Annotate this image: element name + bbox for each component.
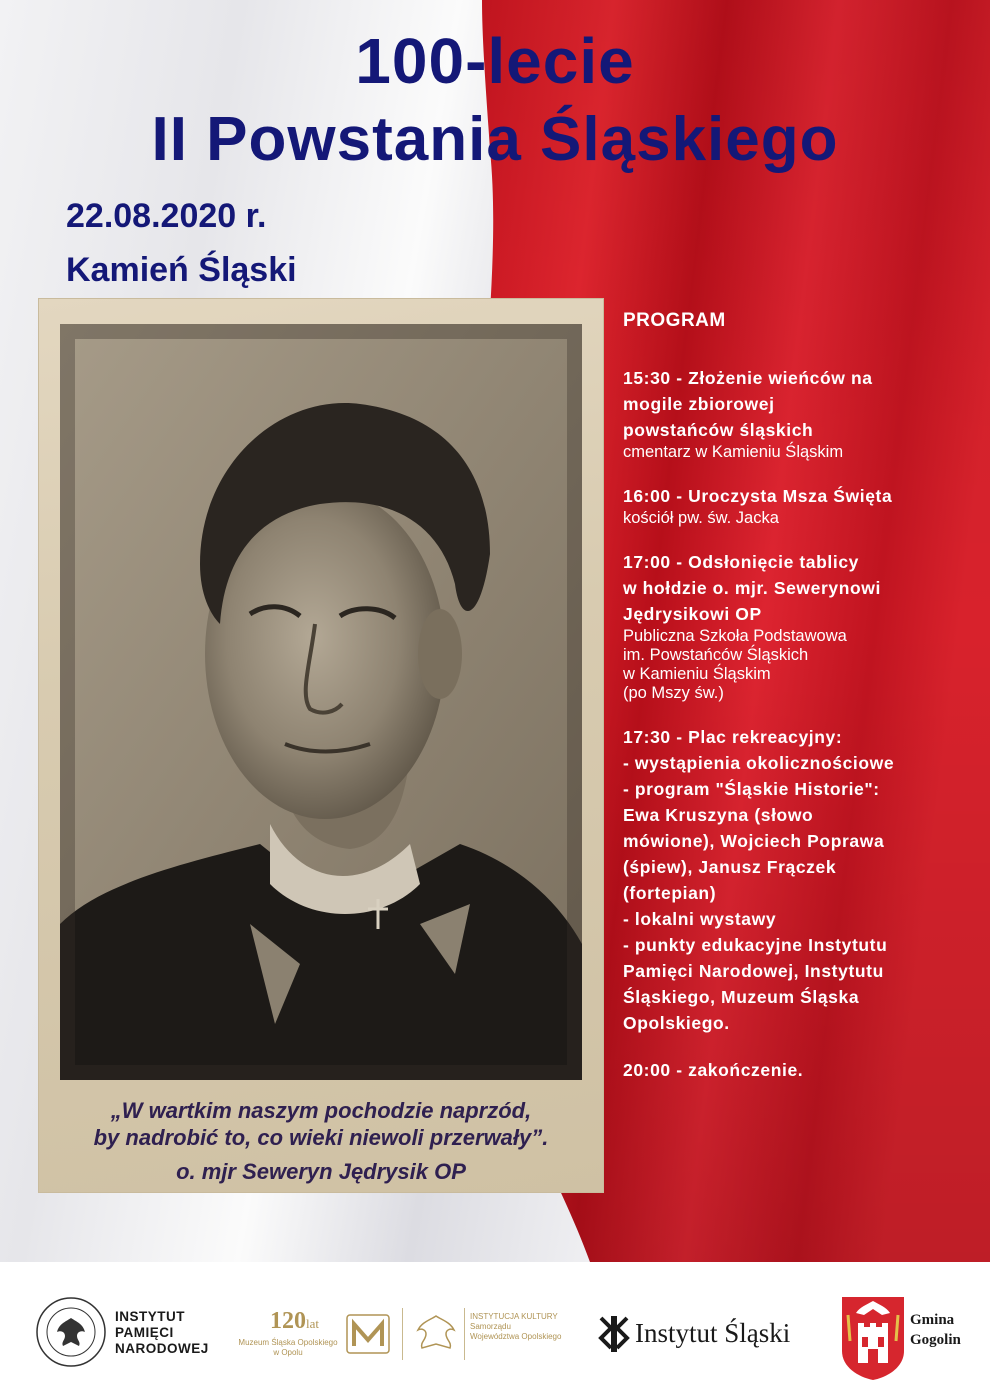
program-item-title-line: - punkty edukacyjne Instytutu — [623, 935, 888, 955]
program-item — [623, 724, 978, 1036]
event-title-line1: 100-lecie — [355, 25, 635, 97]
program-item-title-line: - lokalni wystawy — [623, 909, 777, 929]
program-item-title-line: w hołdzie o. mjr. Sewerynowi — [623, 578, 881, 598]
gogolin-coat-of-arms-icon — [840, 1295, 906, 1381]
eagle-crest-icon — [412, 1310, 460, 1358]
program-item-title-line: - program "Śląskie Historie": — [623, 779, 880, 799]
program-heading: PROGRAM — [623, 310, 726, 331]
program-item-title-line: Opolskiego. — [623, 1013, 730, 1033]
ipn-text: INSTYTUT PAMIĘCI NARODOWEJ — [115, 1309, 209, 1356]
program-item-title-line: - wystąpienia okolicznościowe — [623, 753, 895, 773]
event-title-line2: II Powstania Śląskiego — [151, 105, 839, 174]
program-item-title-line: Śląskiego, Muzeum Śląska — [623, 987, 860, 1007]
program-item-title-line: 17:00 - Odsłonięcie tablicy — [623, 552, 860, 572]
program-item — [623, 549, 978, 703]
program-item-detail-line: (po Mszy św.) — [623, 684, 724, 702]
portrait-photo — [60, 324, 582, 1080]
muzeum-m-icon — [346, 1314, 390, 1354]
quote-line2: by nadrobić to, co wieki niewoli przerwały”. — [93, 1125, 549, 1150]
program-item-detail-line: cmentarz w Kamieniu Śląskim — [623, 443, 844, 461]
event-date: 22.08.2020 r. — [66, 197, 267, 235]
quote-author: o. mjr Seweryn Jędrysik OP — [176, 1159, 466, 1184]
event-place: Kamień Śląski — [66, 251, 297, 289]
kultura-text: INSTYTUCJA KULTURY Samorządu Województwa Opolskiego — [470, 1312, 562, 1341]
muzeum-logo — [228, 1308, 398, 1364]
program-item-title-line: powstańców śląskich — [623, 420, 814, 440]
program-item-title-line: Pamięci Narodowej, Instytutu — [623, 961, 884, 981]
program-item-title-line: Ewa Kruszyna (słowo — [623, 805, 814, 825]
portrait-card — [38, 298, 604, 1193]
program-item-detail-line: Publiczna Szkoła Podstawowa — [623, 627, 847, 645]
quote-line1: „W wartkim naszym pochodzie naprzód, — [110, 1098, 532, 1123]
instytut-slaski-emblem-icon — [597, 1314, 631, 1354]
program-item-title-line: 17:30 - Plac rekreacyjny: — [623, 727, 843, 747]
program-item-detail-line: kościół pw. św. Jacka — [623, 509, 779, 527]
program-item-title-line: Jędrysikowi OP — [623, 604, 762, 624]
program-item-title-line: (śpiew), Janusz Frączek — [623, 857, 837, 877]
kultura-logo — [402, 1308, 580, 1364]
program-item — [623, 483, 978, 528]
program-item-title-line: 16:00 - Uroczysta Msza Święta — [623, 486, 893, 506]
program-item-title-line: mogile zbiorowej — [623, 394, 775, 414]
program-item-title-line: 20:00 - zakończenie. — [623, 1060, 804, 1080]
program-item — [623, 1057, 978, 1083]
sponsor-footer — [0, 1262, 990, 1400]
ipn-seal-icon — [35, 1296, 107, 1368]
program-item-title-line: 15:30 - Złożenie wieńców na — [623, 368, 873, 388]
program-item-title-line: (fortepian) — [623, 883, 717, 903]
program-section — [623, 310, 978, 1104]
instytut-slaski-text: Instytut Śląski — [635, 1318, 791, 1348]
instytut-slaski-logo — [597, 1314, 827, 1358]
program-list — [623, 365, 978, 1083]
ipn-logo — [35, 1296, 225, 1374]
program-item-detail-line: im. Powstańców Śląskich — [623, 646, 809, 664]
program-item-detail-line: w Kamieniu Śląskim — [623, 665, 771, 683]
program-item-title-line: mówione), Wojciech Poprawa — [623, 831, 885, 851]
muzeum-anniversary: 120lat — [270, 1308, 319, 1334]
muzeum-name: Muzeum Śląska Opolskiego w Opolu — [238, 1338, 338, 1357]
gogolin-logo — [840, 1295, 980, 1381]
gogolin-text: Gmina Gogolin — [910, 1312, 961, 1348]
program-item — [623, 365, 978, 462]
